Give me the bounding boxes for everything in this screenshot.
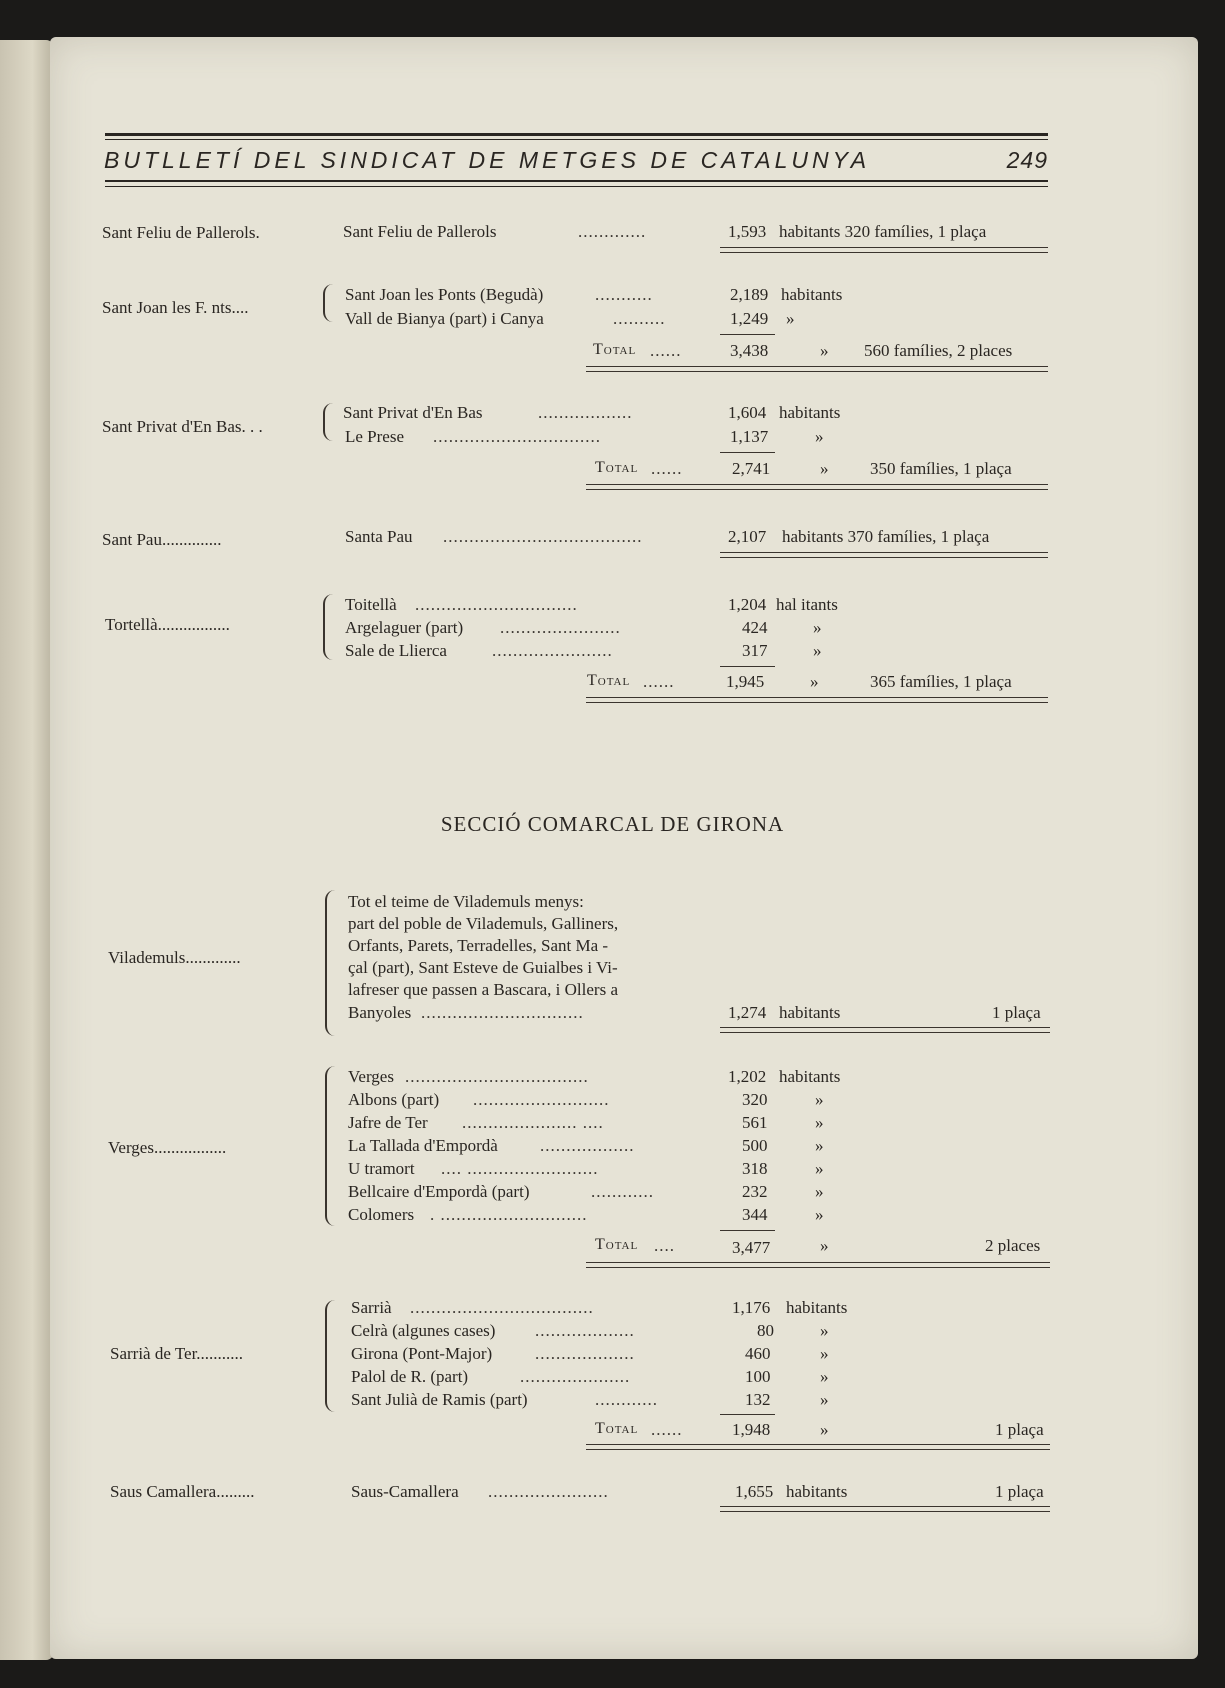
- dot-leader: .......................: [500, 618, 621, 637]
- header-rule-bottom-thin: [105, 186, 1048, 187]
- district-sant-pau: Sant Pau..............: [102, 530, 222, 549]
- unit-text: »: [820, 459, 829, 478]
- brace: [325, 890, 335, 1036]
- population: 561: [742, 1113, 768, 1132]
- place-row: Le Prese: [345, 427, 405, 446]
- section-title: SECCIÓ COMARCAL DE GIRONA: [440, 812, 785, 836]
- dot-leader: ......: [651, 459, 683, 478]
- total-population: 3,477: [732, 1238, 771, 1257]
- brace: [323, 403, 333, 441]
- dot-leader: . ............................: [430, 1205, 588, 1224]
- population: 232: [742, 1182, 768, 1201]
- unit-text: »: [815, 1159, 824, 1178]
- place-sant-feliu: Sant Feliu de Pallerols: [343, 222, 497, 241]
- unit-text: »: [815, 1136, 824, 1155]
- population: 100: [745, 1367, 771, 1386]
- population: 500: [742, 1136, 768, 1155]
- place-row: Sale de Llierca: [345, 641, 447, 660]
- dot-leader: ................................: [433, 427, 601, 446]
- population: 132: [745, 1390, 771, 1409]
- place-row: Saus-Camallera: [351, 1482, 459, 1501]
- population: 1,604: [728, 403, 767, 422]
- unit-text: »: [813, 641, 822, 660]
- page-number: 249: [1006, 147, 1048, 173]
- population: 317: [742, 641, 768, 660]
- brace: [325, 1300, 335, 1412]
- total-population: 1,948: [732, 1420, 771, 1439]
- place-row: Santa Pau: [345, 527, 413, 546]
- brace: [323, 594, 333, 660]
- brace: [323, 284, 333, 322]
- double-rule: [720, 1506, 1050, 1512]
- places-count: 1 plaça: [992, 1003, 1041, 1022]
- district-sarria: Sarrià de Ter...........: [110, 1344, 244, 1363]
- population: 424: [742, 618, 768, 637]
- total-label: Total: [593, 341, 637, 358]
- document-page: [50, 37, 1198, 1659]
- total-label: Total: [595, 1236, 639, 1253]
- families-places: 560 famílies, 2 places: [864, 341, 1013, 360]
- total-label: Total: [595, 459, 639, 476]
- unit-text: »: [815, 1113, 824, 1132]
- dot-leader: ..........: [613, 309, 666, 328]
- total-population: 2,741: [732, 459, 771, 478]
- dot-leader: .....................: [520, 1367, 631, 1386]
- population: 1,249: [730, 309, 769, 328]
- dot-leader: ...................................: [410, 1298, 594, 1317]
- total-population: 3,438: [730, 341, 769, 360]
- dot-leader: .......................: [488, 1482, 609, 1501]
- population: 1,176: [732, 1298, 771, 1317]
- place-row: Banyoles: [348, 1003, 412, 1022]
- unit-text: »: [820, 1321, 829, 1340]
- unit-text: »: [820, 1367, 829, 1386]
- families-places: 350 famílies, 1 plaça: [870, 459, 1012, 478]
- dot-leader: ...........: [595, 285, 653, 304]
- district-vilademuls: Vilademuls.............: [108, 948, 241, 967]
- place-row: Sant Privat d'En Bas: [343, 403, 483, 422]
- population: 318: [742, 1159, 768, 1178]
- place-row: Vall de Bianya (part) i Canya: [345, 309, 544, 328]
- place-row: Bellcaire d'Empordà (part): [348, 1182, 530, 1201]
- description-line: Tot el teime de Vilademuls menys:: [348, 892, 584, 911]
- unit-text: »: [813, 618, 822, 637]
- dot-leader: ..................: [538, 403, 633, 422]
- description-line: lafreser que passen a Bascara, i Ollers a: [348, 980, 618, 999]
- total-label: Total: [587, 672, 631, 689]
- description-line: part del poble de Vilademuls, Galliners,: [348, 914, 619, 933]
- description-line: çal (part), Sant Esteve de Guialbes i Vi-: [348, 958, 618, 977]
- district-sant-joan: Sant Joan les F. nts....: [102, 298, 249, 317]
- unit-text: »: [820, 1420, 829, 1439]
- dot-leader: ......: [643, 672, 675, 691]
- dot-leader: ....: [654, 1236, 675, 1255]
- dot-leader: ......: [650, 341, 682, 360]
- population: 320: [742, 1090, 768, 1109]
- dot-leader: ............: [591, 1182, 654, 1201]
- population: 1,655: [735, 1482, 774, 1501]
- places-count: 2 places: [985, 1236, 1041, 1255]
- place-row: U tramort: [348, 1159, 415, 1178]
- unit-text: »: [820, 341, 829, 360]
- sum-rule: [720, 334, 775, 335]
- sum-rule: [720, 452, 775, 453]
- total-population: 1,945: [726, 672, 765, 691]
- place-row: Celrà (algunes cases): [351, 1321, 496, 1340]
- place-row: La Tallada d'Empordà: [348, 1136, 498, 1155]
- place-row: Girona (Pont-Major): [351, 1344, 493, 1363]
- dot-leader: ......: [651, 1420, 683, 1439]
- population: 460: [745, 1344, 771, 1363]
- unit-text: »: [815, 1090, 824, 1109]
- dot-leader: ...............................: [421, 1003, 584, 1022]
- unit-text: habitants 320 famílies, 1 plaça: [779, 222, 987, 241]
- dot-leader: .......................: [492, 641, 613, 660]
- families-places: 365 famílies, 1 plaça: [870, 672, 1012, 691]
- double-rule: [720, 1027, 1050, 1033]
- unit-text: habitants: [779, 403, 841, 422]
- unit-text: »: [810, 672, 819, 691]
- dot-leader: ..................: [540, 1136, 635, 1155]
- district-saus: Saus Camallera.........: [110, 1482, 255, 1501]
- total-label: Total: [595, 1420, 639, 1437]
- unit-text: »: [820, 1236, 829, 1255]
- double-rule: [720, 552, 1048, 558]
- dot-leader: ......................................: [443, 527, 643, 546]
- unit-text: »: [786, 309, 795, 328]
- population: 2,189: [730, 285, 769, 304]
- place-row: Verges: [348, 1067, 394, 1086]
- place-row: Sarrià: [351, 1298, 392, 1317]
- population: 2,107: [728, 527, 767, 546]
- population: 1,274: [728, 1003, 767, 1022]
- dot-leader: ...................................: [405, 1067, 589, 1086]
- header-rule-top-thin: [105, 139, 1048, 140]
- population: 80: [757, 1321, 774, 1340]
- dot-leader: ...................... ....: [462, 1113, 604, 1132]
- district-verges: Verges.................: [108, 1138, 227, 1157]
- description-line: Orfants, Parets, Terradelles, Sant Ma -: [348, 936, 609, 955]
- dot-leader: ..........................: [473, 1090, 610, 1109]
- place-row: Palol de R. (part): [351, 1367, 469, 1386]
- place-row: Sant Joan les Ponts (Begudà): [345, 285, 544, 304]
- previous-page-edge: [0, 40, 54, 1660]
- dot-leader: .............: [578, 222, 647, 241]
- double-rule: [720, 247, 1048, 253]
- unit-text: »: [820, 1390, 829, 1409]
- unit-text: habitants: [786, 1482, 848, 1501]
- place-row: Sant Julià de Ramis (part): [351, 1390, 528, 1409]
- district-sant-privat: Sant Privat d'En Bas. . .: [102, 417, 263, 436]
- place-row: Toitellà: [345, 595, 397, 614]
- dot-leader: ...................: [535, 1344, 635, 1363]
- place-row: Argelaguer (part): [345, 618, 464, 637]
- double-rule: [586, 1262, 1050, 1268]
- place-row: Colomers: [348, 1205, 415, 1224]
- unit-text: »: [820, 1344, 829, 1363]
- unit-text: hal itants: [776, 595, 838, 614]
- dot-leader: ...................: [535, 1321, 635, 1340]
- district-tortella: Tortellà.................: [105, 615, 230, 634]
- double-rule: [586, 697, 1048, 703]
- sum-rule: [720, 1414, 775, 1415]
- running-header: [104, 147, 1048, 174]
- sum-rule: [720, 666, 775, 667]
- places-count: 1 plaça: [995, 1420, 1044, 1439]
- double-rule: [586, 1444, 1050, 1450]
- places-count: 1 plaça: [995, 1482, 1044, 1501]
- unit-text: habitants: [786, 1298, 848, 1317]
- dot-leader: ............: [595, 1390, 658, 1409]
- header-title: BUTLLETÍ DEL SINDICAT DE METGES DE CATALUNYA: [104, 147, 871, 173]
- sum-rule: [720, 1230, 775, 1231]
- unit-text: »: [815, 1182, 824, 1201]
- population: 1,204: [728, 595, 767, 614]
- header-rule-bottom: [105, 180, 1048, 182]
- unit-text: habitants: [781, 285, 843, 304]
- dot-leader: .... .........................: [441, 1159, 599, 1178]
- unit-text: habitants: [779, 1067, 841, 1086]
- district-sant-feliu: Sant Feliu de Pallerols.: [102, 223, 260, 242]
- unit-text: »: [815, 1205, 824, 1224]
- population: 1,593: [728, 222, 767, 241]
- place-row: Albons (part): [348, 1090, 440, 1109]
- unit-text: habitants: [779, 1003, 841, 1022]
- unit-text: »: [815, 427, 824, 446]
- header-rule-top: [105, 133, 1048, 136]
- double-rule: [586, 484, 1048, 490]
- population: 1,202: [728, 1067, 767, 1086]
- population: 344: [742, 1205, 768, 1224]
- double-rule: [586, 366, 1048, 372]
- population: 1,137: [730, 427, 769, 446]
- dot-leader: ...............................: [415, 595, 578, 614]
- brace: [325, 1066, 335, 1226]
- unit-text: habitants 370 famílies, 1 plaça: [782, 527, 990, 546]
- place-row: Jafre de Ter: [348, 1113, 428, 1132]
